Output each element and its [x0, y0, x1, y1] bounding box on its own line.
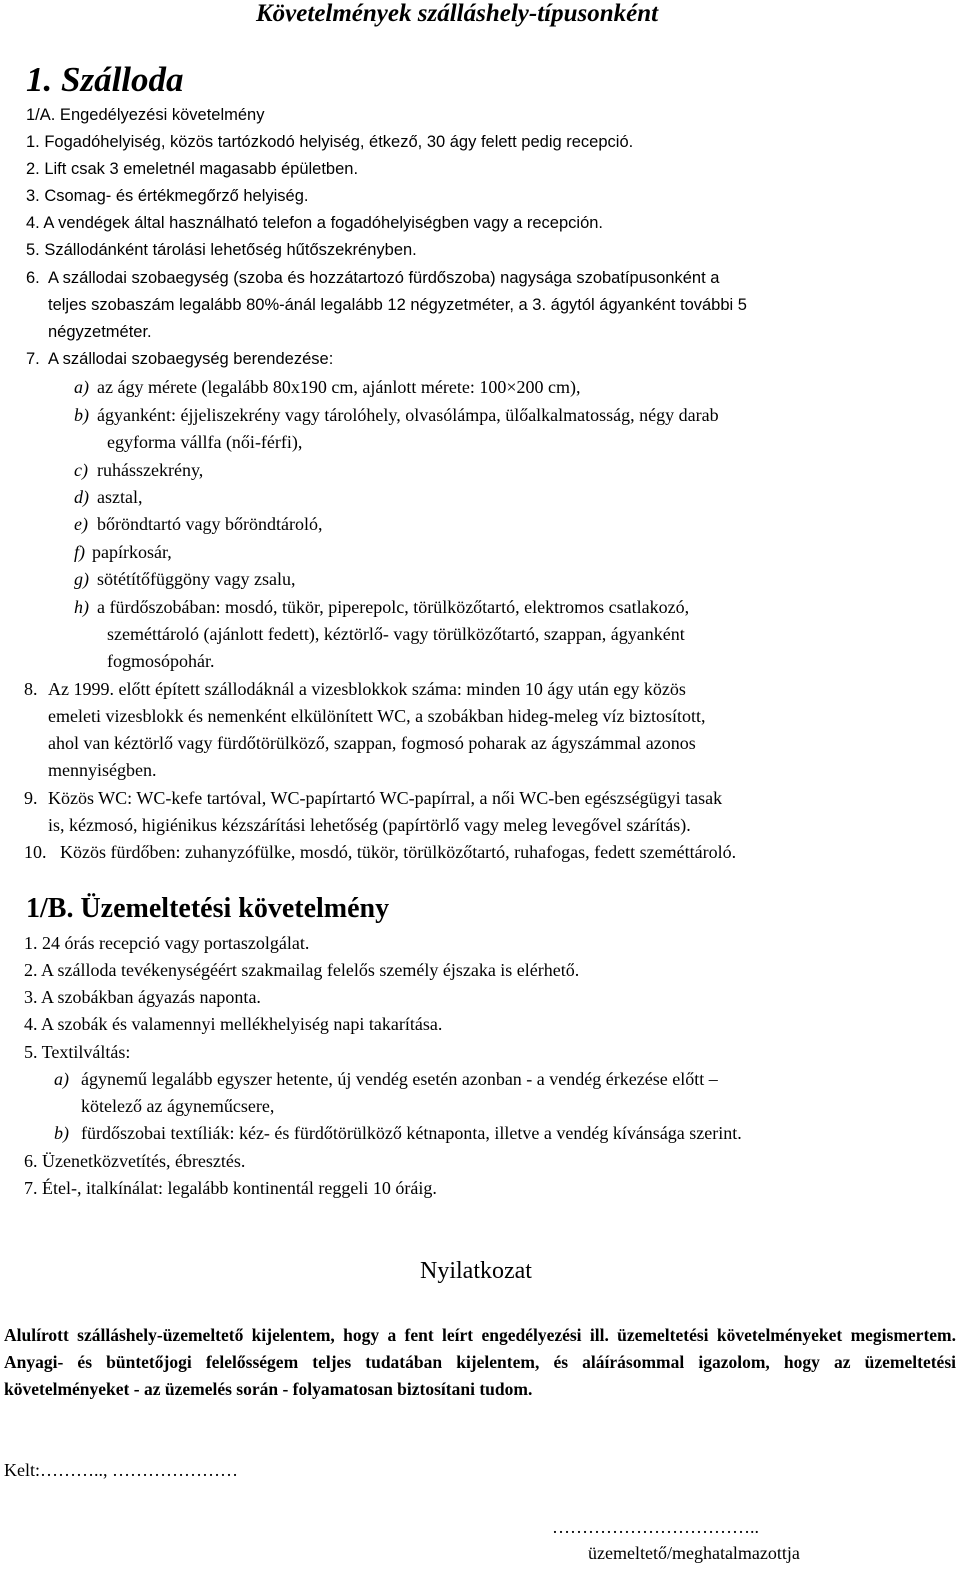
list-item: 6. Üzenetközvetítés, ébresztés. — [24, 1151, 246, 1171]
list-item-line: Közös WC: WC-kefe tartóval, WC-papírtartó WC-papírral, a női WC-ben egészségügyi tasak — [48, 788, 723, 808]
list-item: 5. Szállodánként tárolási lehetőség hűtőszekrényben. — [26, 241, 417, 259]
list-item-number: 7. — [26, 350, 40, 368]
sub-item-letter: e) — [74, 514, 88, 534]
section-title: 1. Szálloda — [26, 60, 184, 99]
page-header: Követelmények szálláshely-típusonként — [256, 0, 659, 27]
list-item-line: négyzetméter. — [48, 323, 152, 341]
sub-item-letter: b) — [74, 405, 89, 425]
list-item: 2. Lift csak 3 emeletnél magasabb épületben. — [26, 160, 359, 178]
sub-item-text: kötelező az ágyneműcsere, — [81, 1096, 275, 1116]
sub-item-text: ágynemű legalább egyszer hetente, új vendég esetén azonban - a vendég érkezése előtt – — [81, 1069, 718, 1089]
sub-item-text: asztal, — [97, 487, 143, 507]
section-title: 1/B. Üzemeltetési követelmény — [26, 893, 390, 924]
date-field: Kelt:……….., ………………… — [4, 1460, 238, 1480]
sub-item-text: papírkosár, — [92, 542, 172, 562]
list-item-line: emeleti vizesblokk és nemenként elkülönített WC, a szobákban hideg-meleg víz biztosított, — [48, 706, 706, 726]
sub-item-text: sötétítőfüggöny vagy zsalu, — [97, 569, 296, 589]
declaration-text: Alulírott szálláshely-üzemeltető kijelentem, hogy a fent leírt engedélyezési ill. üzemeltetési követelményeket megismertem. Anyagi- és büntetőjogi felelősségem teljes tudatában kijelentem, és aláírásommal igazolom, hogy az üzemeltetési követelményeket - az üzemelés során - folyamatosan biztosítani tudom. — [4, 1325, 956, 1400]
sub-item-letter: f) — [74, 542, 85, 562]
list-item-number: 8. — [24, 679, 38, 699]
list-item: 1. 24 órás recepció vagy portaszolgálat. — [24, 933, 310, 953]
list-item-line: A szállodai szobaegység (szoba és hozzátartozó fürdőszoba) nagysága szobatípusonként a — [48, 269, 720, 287]
list-item-line: is, kézmosó, higiénikus kézszárítási lehetőség (papírtörlő vagy meleg levegővel szárítás). — [48, 815, 691, 835]
list-item: 4. A szobák és valamennyi mellékhelyiség napi takarítása. — [24, 1014, 443, 1034]
list-item-line: Közös fürdőben: zuhanyzófülke, mosdó, tükör, törülközőtartó, ruhafogas, fedett szeméttároló. — [60, 842, 737, 862]
sub-item-text: a fürdőszobában: mosdó, tükör, piperepolc, törülközőtartó, elektromos csatlakozó, — [97, 597, 690, 617]
list-item-line: mennyiségben. — [48, 760, 157, 780]
sub-item-text: fürdőszobai textíliák: kéz- és fürdőtörülköző kétnaponta, illetve a vendég kívánsága szerint. — [81, 1123, 742, 1143]
list-item-line: Az 1999. előtt épített szállodáknál a vizesblokkok száma: minden 10 ágy után egy közös — [48, 679, 686, 699]
list-item-number: 10. — [24, 842, 47, 862]
sub-item-letter: a) — [54, 1069, 69, 1089]
list-item-number: 6. — [26, 269, 40, 287]
list-item: 7. Étel-, italkínálat: legalább kontinentál reggeli 10 óráig. — [24, 1178, 437, 1198]
list-item: 1. Fogadóhelyiség, közös tartózkodó helyiség, étkező, 30 ágy felett pedig recepció. — [26, 133, 634, 151]
sub-item-letter: g) — [74, 569, 89, 589]
list-item: 4. A vendégek által használható telefon a fogadóhelyiségben vagy a recepción. — [26, 214, 604, 232]
sub-item-text: fogmosópohár. — [107, 651, 215, 671]
sub-item-text: az ágy mérete (legalább 80x190 cm, ajánlott mérete: 100×200 cm), — [97, 377, 581, 397]
section-subtitle: 1/A. Engedélyezési követelmény — [26, 106, 265, 124]
signature-line: …………………………….. — [552, 1517, 759, 1537]
sub-item-text: szeméttároló (ajánlott fedett), kéztörlő- vagy törülközőtartó, szappan, ágyanként — [107, 624, 685, 644]
sub-item-text: bőröndtartó vagy bőröndtároló, — [97, 514, 323, 534]
sub-item-letter: c) — [74, 460, 88, 480]
sub-item-letter: b) — [54, 1123, 69, 1143]
list-item: 3. Csomag- és értékmegőrző helyiség. — [26, 187, 309, 205]
list-item: 2. A szálloda tevékenységéért szakmailag felelős személy éjszaka is elérhető. — [24, 960, 580, 980]
sub-item-text: ágyanként: éjjeliszekrény vagy tárolóhely, olvasólámpa, ülőalkalmatosság, négy darab — [97, 405, 719, 425]
sub-item-text: ruhásszekrény, — [97, 460, 204, 480]
list-item: 3. A szobákban ágyazás naponta. — [24, 987, 261, 1007]
sub-item-letter: d) — [74, 487, 89, 507]
list-item-line: ahol van kéztörlő vagy fürdőtörülköző, szappan, fogmosó poharak az ágyszámmal azonos — [48, 733, 696, 753]
list-item: 5. Textilváltás: — [24, 1042, 131, 1062]
list-item-line: teljes szobaszám legalább 80%-ánál legalább 12 négyzetméter, a 3. ágytól ágyanként további 5 — [48, 296, 747, 314]
sub-item-letter: h) — [74, 597, 89, 617]
signature-label: üzemeltető/meghatalmazottja — [588, 1543, 800, 1563]
sub-item-text: egyforma vállfa (női-férfi), — [107, 432, 303, 452]
declaration-title: Nyilatkozat — [420, 1258, 532, 1284]
list-item-line: A szállodai szobaegység berendezése: — [48, 350, 334, 368]
list-item-number: 9. — [24, 788, 38, 808]
sub-item-letter: a) — [74, 377, 89, 397]
